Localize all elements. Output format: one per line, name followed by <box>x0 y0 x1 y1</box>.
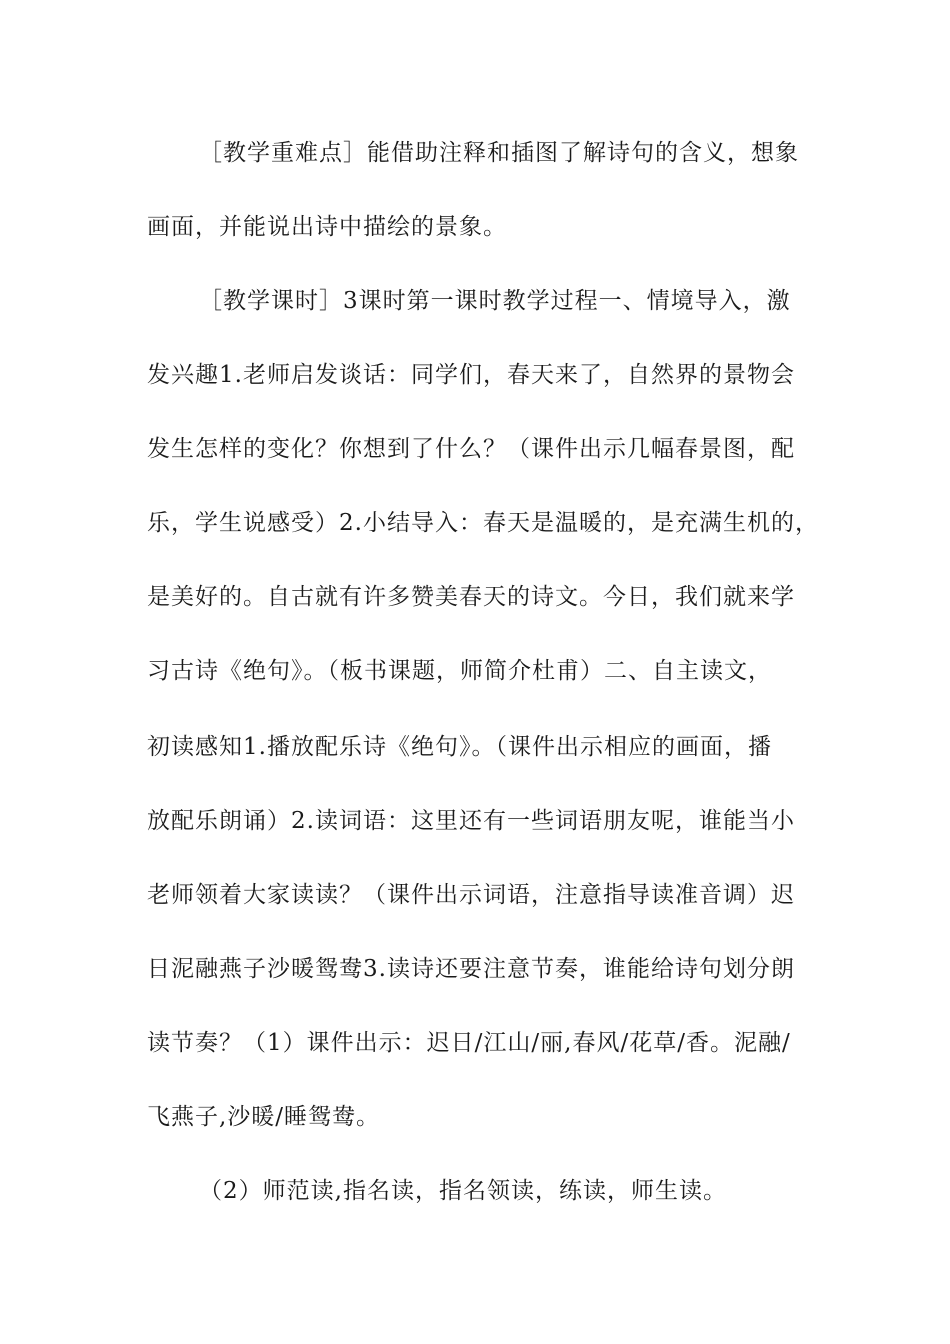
text-line-5: 发生怎样的变化？你想到了什么？（课件出示几幅春景图，配 <box>147 436 795 462</box>
text-line-15: （2）师范读,指名读，指名领读，练读，师生读。 <box>199 1178 727 1204</box>
text-line-3: ［教学课时］3课时第一课时教学过程一、情境导入，激 <box>199 288 791 314</box>
text-line-8: 习古诗《绝句》。（板书课题，师简介杜甫）二、自主读文， <box>147 658 772 684</box>
text-line-14: 飞燕子,沙暖/睡鸳鸯。 <box>147 1104 381 1130</box>
text-line-6: 乐，学生说感受）2.小结导入：春天是温暖的，是充满生机的， <box>147 510 819 536</box>
text-line-1: ［教学重难点］能借助注释和插图了解诗句的含义，想象 <box>199 140 799 166</box>
text-line-11: 老师领着大家读读？（课件出示词语，注意指导读准音调）迟 <box>147 882 795 908</box>
text-line-12: 日泥融燕子沙暖鸳鸯3.读诗还要注意节奏，谁能给诗句划分朗 <box>147 956 795 982</box>
text-line-9: 初读感知1.播放配乐诗《绝句》。（课件出示相应的画面，播 <box>147 734 772 760</box>
text-line-7: 是美好的。自古就有许多赞美春天的诗文。今日，我们就来学 <box>147 584 795 610</box>
text-line-2: 画面，并能说出诗中描绘的景象。 <box>147 214 507 240</box>
text-line-4: 发兴趣1.老师启发谈话：同学们，春天来了，自然界的景物会 <box>147 362 795 388</box>
text-line-13: 读节奏？（1）课件出示：迟日/江山/丽,春风/花草/香。泥融/ <box>147 1030 791 1056</box>
text-line-10: 放配乐朗诵）2.读词语：这里还有一些词语朋友呢，谁能当小 <box>147 808 795 834</box>
